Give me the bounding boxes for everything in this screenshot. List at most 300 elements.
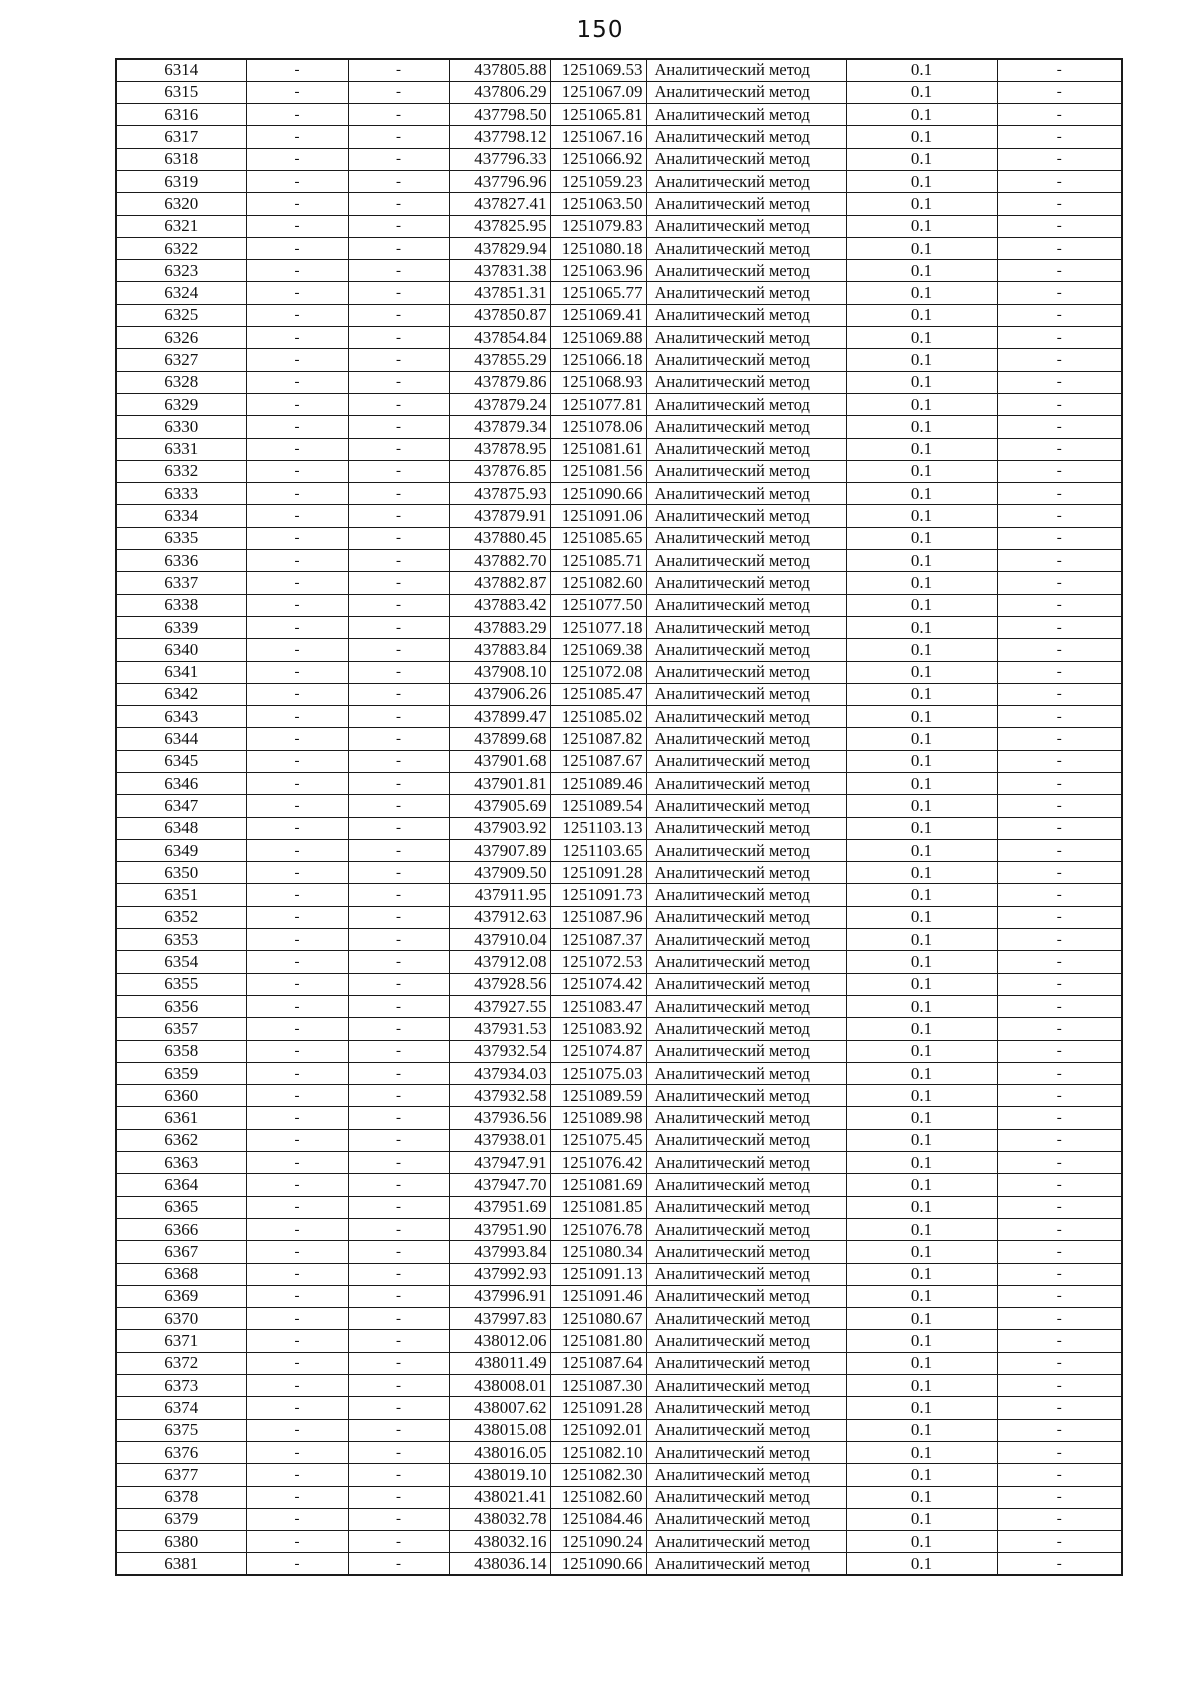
- y-coordinate-cell: 1251079.83: [550, 215, 646, 237]
- point-number-cell: 6356: [116, 995, 246, 1017]
- y-coordinate-cell: 1251067.09: [550, 81, 646, 103]
- empty-dash-cell: -: [348, 1486, 449, 1508]
- empty-dash-cell: -: [246, 706, 348, 728]
- table-row: [116, 550, 1122, 572]
- empty-dash-cell: -: [246, 237, 348, 259]
- accuracy-cell: 0.1: [846, 237, 997, 259]
- method-cell: Аналитический метод: [646, 237, 846, 259]
- note-cell: -: [997, 1285, 1122, 1307]
- point-number-cell: 6380: [116, 1531, 246, 1553]
- x-coordinate-cell: 437910.04: [449, 929, 550, 951]
- accuracy-cell: 0.1: [846, 527, 997, 549]
- table-row: [116, 1040, 1122, 1062]
- empty-dash-cell: -: [348, 1085, 449, 1107]
- empty-dash-cell: -: [348, 327, 449, 349]
- method-cell: Аналитический метод: [646, 1308, 846, 1330]
- empty-dash-cell: -: [246, 1330, 348, 1352]
- table-row: [116, 839, 1122, 861]
- table-row: [116, 527, 1122, 549]
- method-cell: Аналитический метод: [646, 594, 846, 616]
- accuracy-cell: 0.1: [846, 1129, 997, 1151]
- table-row: [116, 1352, 1122, 1374]
- point-number-cell: 6366: [116, 1218, 246, 1240]
- table-row: [116, 1508, 1122, 1530]
- table-row: [116, 572, 1122, 594]
- table-row: [116, 304, 1122, 326]
- y-coordinate-cell: 1251085.65: [550, 527, 646, 549]
- note-cell: -: [997, 683, 1122, 705]
- table-row: [116, 371, 1122, 393]
- empty-dash-cell: -: [246, 550, 348, 572]
- note-cell: -: [997, 1308, 1122, 1330]
- y-coordinate-cell: 1251091.06: [550, 505, 646, 527]
- note-cell: -: [997, 148, 1122, 170]
- note-cell: -: [997, 594, 1122, 616]
- empty-dash-cell: -: [246, 995, 348, 1017]
- empty-dash-cell: -: [348, 460, 449, 482]
- accuracy-cell: 0.1: [846, 1419, 997, 1441]
- table-row: [116, 706, 1122, 728]
- point-number-cell: 6378: [116, 1486, 246, 1508]
- empty-dash-cell: -: [348, 59, 449, 81]
- method-cell: Аналитический метод: [646, 862, 846, 884]
- y-coordinate-cell: 1251074.87: [550, 1040, 646, 1062]
- x-coordinate-cell: 437951.90: [449, 1218, 550, 1240]
- x-coordinate-cell: 437850.87: [449, 304, 550, 326]
- note-cell: -: [997, 1062, 1122, 1084]
- empty-dash-cell: -: [246, 1397, 348, 1419]
- table-row: [116, 683, 1122, 705]
- method-cell: Аналитический метод: [646, 1531, 846, 1553]
- method-cell: Аналитический метод: [646, 260, 846, 282]
- empty-dash-cell: -: [246, 304, 348, 326]
- point-number-cell: 6363: [116, 1152, 246, 1174]
- empty-dash-cell: -: [348, 706, 449, 728]
- method-cell: Аналитический метод: [646, 371, 846, 393]
- empty-dash-cell: -: [246, 1375, 348, 1397]
- empty-dash-cell: -: [246, 1085, 348, 1107]
- point-number-cell: 6358: [116, 1040, 246, 1062]
- point-number-cell: 6379: [116, 1508, 246, 1530]
- method-cell: Аналитический метод: [646, 1441, 846, 1463]
- accuracy-cell: 0.1: [846, 1040, 997, 1062]
- note-cell: -: [997, 282, 1122, 304]
- note-cell: -: [997, 1152, 1122, 1174]
- x-coordinate-cell: 437806.29: [449, 81, 550, 103]
- empty-dash-cell: -: [246, 639, 348, 661]
- point-number-cell: 6369: [116, 1285, 246, 1307]
- empty-dash-cell: -: [348, 1464, 449, 1486]
- note-cell: -: [997, 1352, 1122, 1374]
- x-coordinate-cell: 437947.91: [449, 1152, 550, 1174]
- y-coordinate-cell: 1251091.46: [550, 1285, 646, 1307]
- y-coordinate-cell: 1251069.88: [550, 327, 646, 349]
- method-cell: Аналитический метод: [646, 81, 846, 103]
- empty-dash-cell: -: [348, 304, 449, 326]
- method-cell: Аналитический метод: [646, 349, 846, 371]
- note-cell: -: [997, 661, 1122, 683]
- method-cell: Аналитический метод: [646, 1330, 846, 1352]
- point-number-cell: 6336: [116, 550, 246, 572]
- x-coordinate-cell: 437882.70: [449, 550, 550, 572]
- y-coordinate-cell: 1251063.50: [550, 193, 646, 215]
- empty-dash-cell: -: [246, 393, 348, 415]
- empty-dash-cell: -: [348, 104, 449, 126]
- accuracy-cell: 0.1: [846, 81, 997, 103]
- empty-dash-cell: -: [246, 170, 348, 192]
- x-coordinate-cell: 437882.87: [449, 572, 550, 594]
- empty-dash-cell: -: [348, 81, 449, 103]
- accuracy-cell: 0.1: [846, 1152, 997, 1174]
- point-number-cell: 6337: [116, 572, 246, 594]
- accuracy-cell: 0.1: [846, 906, 997, 928]
- method-cell: Аналитический метод: [646, 706, 846, 728]
- accuracy-cell: 0.1: [846, 193, 997, 215]
- empty-dash-cell: -: [348, 215, 449, 237]
- x-coordinate-cell: 437883.84: [449, 639, 550, 661]
- y-coordinate-cell: 1251087.67: [550, 750, 646, 772]
- accuracy-cell: 0.1: [846, 683, 997, 705]
- empty-dash-cell: -: [246, 1553, 348, 1575]
- empty-dash-cell: -: [348, 1241, 449, 1263]
- note-cell: -: [997, 260, 1122, 282]
- empty-dash-cell: -: [246, 81, 348, 103]
- x-coordinate-cell: 438012.06: [449, 1330, 550, 1352]
- point-number-cell: 6332: [116, 460, 246, 482]
- y-coordinate-cell: 1251103.13: [550, 817, 646, 839]
- table-row: [116, 728, 1122, 750]
- x-coordinate-cell: 437912.08: [449, 951, 550, 973]
- note-cell: -: [997, 416, 1122, 438]
- method-cell: Аналитический метод: [646, 1040, 846, 1062]
- accuracy-cell: 0.1: [846, 260, 997, 282]
- accuracy-cell: 0.1: [846, 327, 997, 349]
- accuracy-cell: 0.1: [846, 371, 997, 393]
- y-coordinate-cell: 1251091.28: [550, 1397, 646, 1419]
- x-coordinate-cell: 437997.83: [449, 1308, 550, 1330]
- empty-dash-cell: -: [348, 862, 449, 884]
- method-cell: Аналитический метод: [646, 1419, 846, 1441]
- empty-dash-cell: -: [246, 1174, 348, 1196]
- point-number-cell: 6381: [116, 1553, 246, 1575]
- empty-dash-cell: -: [246, 683, 348, 705]
- table-row: [116, 59, 1122, 81]
- method-cell: Аналитический метод: [646, 505, 846, 527]
- empty-dash-cell: -: [246, 416, 348, 438]
- method-cell: Аналитический метод: [646, 416, 846, 438]
- method-cell: Аналитический метод: [646, 884, 846, 906]
- table-row: [116, 906, 1122, 928]
- note-cell: -: [997, 1263, 1122, 1285]
- empty-dash-cell: -: [246, 1531, 348, 1553]
- accuracy-cell: 0.1: [846, 639, 997, 661]
- y-coordinate-cell: 1251069.38: [550, 639, 646, 661]
- point-number-cell: 6323: [116, 260, 246, 282]
- empty-dash-cell: -: [348, 416, 449, 438]
- accuracy-cell: 0.1: [846, 1218, 997, 1240]
- empty-dash-cell: -: [348, 683, 449, 705]
- method-cell: Аналитический метод: [646, 483, 846, 505]
- point-number-cell: 6330: [116, 416, 246, 438]
- note-cell: -: [997, 237, 1122, 259]
- empty-dash-cell: -: [348, 1531, 449, 1553]
- point-number-cell: 6367: [116, 1241, 246, 1263]
- table-row: [116, 594, 1122, 616]
- x-coordinate-cell: 437899.47: [449, 706, 550, 728]
- method-cell: Аналитический метод: [646, 1196, 846, 1218]
- x-coordinate-cell: 437912.63: [449, 906, 550, 928]
- x-coordinate-cell: 437805.88: [449, 59, 550, 81]
- method-cell: Аналитический метод: [646, 951, 846, 973]
- point-number-cell: 6331: [116, 438, 246, 460]
- method-cell: Аналитический метод: [646, 1062, 846, 1084]
- empty-dash-cell: -: [348, 505, 449, 527]
- note-cell: -: [997, 505, 1122, 527]
- empty-dash-cell: -: [246, 750, 348, 772]
- empty-dash-cell: -: [246, 126, 348, 148]
- method-cell: Аналитический метод: [646, 1553, 846, 1575]
- method-cell: Аналитический метод: [646, 170, 846, 192]
- method-cell: Аналитический метод: [646, 1508, 846, 1530]
- x-coordinate-cell: 437854.84: [449, 327, 550, 349]
- accuracy-cell: 0.1: [846, 862, 997, 884]
- point-number-cell: 6370: [116, 1308, 246, 1330]
- table-row: [116, 661, 1122, 683]
- point-number-cell: 6343: [116, 706, 246, 728]
- empty-dash-cell: -: [348, 616, 449, 638]
- method-cell: Аналитический метод: [646, 839, 846, 861]
- table-row: [116, 1419, 1122, 1441]
- accuracy-cell: 0.1: [846, 1308, 997, 1330]
- empty-dash-cell: -: [348, 148, 449, 170]
- accuracy-cell: 0.1: [846, 1241, 997, 1263]
- note-cell: -: [997, 862, 1122, 884]
- x-coordinate-cell: 437855.29: [449, 349, 550, 371]
- method-cell: Аналитический метод: [646, 1174, 846, 1196]
- point-number-cell: 6357: [116, 1018, 246, 1040]
- note-cell: -: [997, 327, 1122, 349]
- x-coordinate-cell: 437909.50: [449, 862, 550, 884]
- empty-dash-cell: -: [246, 527, 348, 549]
- x-coordinate-cell: 437992.93: [449, 1263, 550, 1285]
- x-coordinate-cell: 437903.92: [449, 817, 550, 839]
- accuracy-cell: 0.1: [846, 1062, 997, 1084]
- accuracy-cell: 0.1: [846, 706, 997, 728]
- accuracy-cell: 0.1: [846, 438, 997, 460]
- accuracy-cell: 0.1: [846, 460, 997, 482]
- point-number-cell: 6320: [116, 193, 246, 215]
- empty-dash-cell: -: [246, 1464, 348, 1486]
- y-coordinate-cell: 1251080.18: [550, 237, 646, 259]
- accuracy-cell: 0.1: [846, 170, 997, 192]
- y-coordinate-cell: 1251090.66: [550, 483, 646, 505]
- accuracy-cell: 0.1: [846, 59, 997, 81]
- accuracy-cell: 0.1: [846, 1085, 997, 1107]
- y-coordinate-cell: 1251087.96: [550, 906, 646, 928]
- empty-dash-cell: -: [348, 661, 449, 683]
- accuracy-cell: 0.1: [846, 773, 997, 795]
- note-cell: -: [997, 1018, 1122, 1040]
- x-coordinate-cell: 437876.85: [449, 460, 550, 482]
- empty-dash-cell: -: [348, 1441, 449, 1463]
- x-coordinate-cell: 437931.53: [449, 1018, 550, 1040]
- y-coordinate-cell: 1251087.30: [550, 1375, 646, 1397]
- x-coordinate-cell: 437951.69: [449, 1196, 550, 1218]
- x-coordinate-cell: 437932.54: [449, 1040, 550, 1062]
- empty-dash-cell: -: [348, 282, 449, 304]
- y-coordinate-cell: 1251087.82: [550, 728, 646, 750]
- empty-dash-cell: -: [348, 126, 449, 148]
- table-row: [116, 1397, 1122, 1419]
- method-cell: Аналитический метод: [646, 1263, 846, 1285]
- method-cell: Аналитический метод: [646, 215, 846, 237]
- empty-dash-cell: -: [246, 1107, 348, 1129]
- note-cell: -: [997, 304, 1122, 326]
- y-coordinate-cell: 1251067.16: [550, 126, 646, 148]
- point-number-cell: 6329: [116, 393, 246, 415]
- method-cell: Аналитический метод: [646, 1018, 846, 1040]
- empty-dash-cell: -: [246, 1419, 348, 1441]
- empty-dash-cell: -: [246, 1129, 348, 1151]
- x-coordinate-cell: 437879.91: [449, 505, 550, 527]
- method-cell: Аналитический метод: [646, 304, 846, 326]
- empty-dash-cell: -: [246, 104, 348, 126]
- empty-dash-cell: -: [246, 505, 348, 527]
- point-number-cell: 6372: [116, 1352, 246, 1374]
- point-number-cell: 6340: [116, 639, 246, 661]
- empty-dash-cell: -: [348, 393, 449, 415]
- x-coordinate-cell: 437825.95: [449, 215, 550, 237]
- method-cell: Аналитический метод: [646, 59, 846, 81]
- table-row: [116, 750, 1122, 772]
- point-number-cell: 6376: [116, 1441, 246, 1463]
- accuracy-cell: 0.1: [846, 973, 997, 995]
- y-coordinate-cell: 1251091.28: [550, 862, 646, 884]
- point-number-cell: 6347: [116, 795, 246, 817]
- note-cell: -: [997, 1330, 1122, 1352]
- accuracy-cell: 0.1: [846, 728, 997, 750]
- point-number-cell: 6334: [116, 505, 246, 527]
- y-coordinate-cell: 1251081.56: [550, 460, 646, 482]
- point-number-cell: 6371: [116, 1330, 246, 1352]
- x-coordinate-cell: 437798.50: [449, 104, 550, 126]
- empty-dash-cell: -: [348, 884, 449, 906]
- table-row: [116, 795, 1122, 817]
- table-row: [116, 483, 1122, 505]
- note-cell: -: [997, 170, 1122, 192]
- table-row: [116, 505, 1122, 527]
- empty-dash-cell: -: [348, 817, 449, 839]
- empty-dash-cell: -: [246, 483, 348, 505]
- point-number-cell: 6326: [116, 327, 246, 349]
- y-coordinate-cell: 1251081.61: [550, 438, 646, 460]
- method-cell: Аналитический метод: [646, 327, 846, 349]
- accuracy-cell: 0.1: [846, 104, 997, 126]
- point-number-cell: 6365: [116, 1196, 246, 1218]
- accuracy-cell: 0.1: [846, 416, 997, 438]
- empty-dash-cell: -: [348, 929, 449, 951]
- point-number-cell: 6341: [116, 661, 246, 683]
- empty-dash-cell: -: [348, 260, 449, 282]
- accuracy-cell: 0.1: [846, 304, 997, 326]
- method-cell: Аналитический метод: [646, 572, 846, 594]
- x-coordinate-cell: 437796.33: [449, 148, 550, 170]
- empty-dash-cell: -: [348, 973, 449, 995]
- accuracy-cell: 0.1: [846, 750, 997, 772]
- empty-dash-cell: -: [246, 260, 348, 282]
- table-row: [116, 1018, 1122, 1040]
- y-coordinate-cell: 1251077.81: [550, 393, 646, 415]
- accuracy-cell: 0.1: [846, 1441, 997, 1463]
- y-coordinate-cell: 1251076.78: [550, 1218, 646, 1240]
- y-coordinate-cell: 1251076.42: [550, 1152, 646, 1174]
- y-coordinate-cell: 1251082.60: [550, 572, 646, 594]
- note-cell: -: [997, 1441, 1122, 1463]
- method-cell: Аналитический метод: [646, 1352, 846, 1374]
- table-row: [116, 1531, 1122, 1553]
- empty-dash-cell: -: [348, 773, 449, 795]
- table-row: [116, 1263, 1122, 1285]
- x-coordinate-cell: 437879.86: [449, 371, 550, 393]
- y-coordinate-cell: 1251075.03: [550, 1062, 646, 1084]
- method-cell: Аналитический метод: [646, 1397, 846, 1419]
- accuracy-cell: 0.1: [846, 951, 997, 973]
- empty-dash-cell: -: [246, 906, 348, 928]
- table-row: [116, 862, 1122, 884]
- x-coordinate-cell: 437907.89: [449, 839, 550, 861]
- point-number-cell: 6346: [116, 773, 246, 795]
- y-coordinate-cell: 1251065.81: [550, 104, 646, 126]
- table-row: [116, 215, 1122, 237]
- empty-dash-cell: -: [348, 371, 449, 393]
- note-cell: -: [997, 1241, 1122, 1263]
- point-number-cell: 6321: [116, 215, 246, 237]
- method-cell: Аналитический метод: [646, 906, 846, 928]
- point-number-cell: 6349: [116, 839, 246, 861]
- note-cell: -: [997, 215, 1122, 237]
- point-number-cell: 6339: [116, 616, 246, 638]
- empty-dash-cell: -: [246, 862, 348, 884]
- note-cell: -: [997, 483, 1122, 505]
- x-coordinate-cell: 437879.34: [449, 416, 550, 438]
- note-cell: -: [997, 995, 1122, 1017]
- accuracy-cell: 0.1: [846, 839, 997, 861]
- y-coordinate-cell: 1251085.47: [550, 683, 646, 705]
- point-number-cell: 6342: [116, 683, 246, 705]
- empty-dash-cell: -: [246, 371, 348, 393]
- note-cell: -: [997, 1085, 1122, 1107]
- x-coordinate-cell: 438019.10: [449, 1464, 550, 1486]
- empty-dash-cell: -: [348, 1174, 449, 1196]
- point-number-cell: 6360: [116, 1085, 246, 1107]
- note-cell: -: [997, 1218, 1122, 1240]
- accuracy-cell: 0.1: [846, 884, 997, 906]
- table-row: [116, 1062, 1122, 1084]
- note-cell: -: [997, 393, 1122, 415]
- y-coordinate-cell: 1251080.34: [550, 1241, 646, 1263]
- point-number-cell: 6355: [116, 973, 246, 995]
- method-cell: Аналитический метод: [646, 550, 846, 572]
- method-cell: Аналитический метод: [646, 795, 846, 817]
- accuracy-cell: 0.1: [846, 1330, 997, 1352]
- table-row: [116, 126, 1122, 148]
- x-coordinate-cell: 437883.42: [449, 594, 550, 616]
- empty-dash-cell: -: [246, 929, 348, 951]
- point-number-cell: 6354: [116, 951, 246, 973]
- x-coordinate-cell: 437938.01: [449, 1129, 550, 1151]
- point-number-cell: 6344: [116, 728, 246, 750]
- method-cell: Аналитический метод: [646, 683, 846, 705]
